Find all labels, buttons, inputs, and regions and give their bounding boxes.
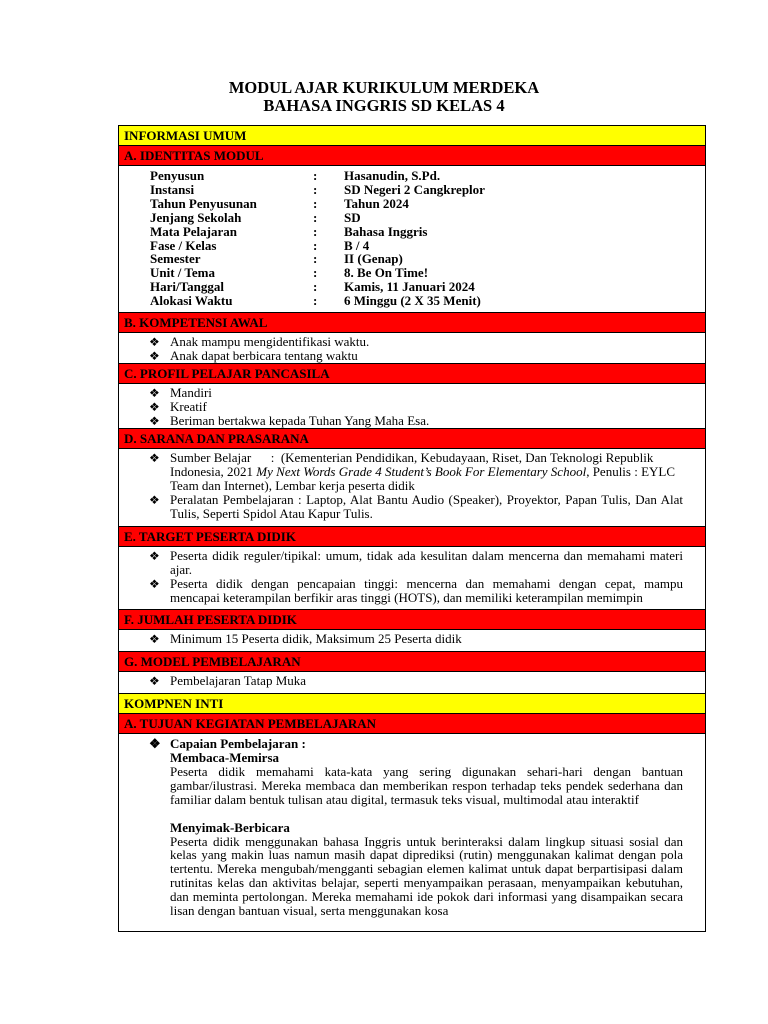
identitas-colon: : <box>313 195 318 211</box>
identitas-value: SD Negeri 2 Cangkreplor <box>344 181 485 197</box>
sarana-list <box>119 449 705 524</box>
list-item: ❖ Pembelajaran Tatap Muka <box>149 673 307 689</box>
section-header-target-peserta: E. TARGET PESERTA DIDIK <box>119 527 705 547</box>
kompetensi-list <box>119 333 705 366</box>
bullet-icon: ❖ <box>149 400 160 415</box>
identitas-value: II (Genap) <box>344 251 403 267</box>
section-header-profil-pelajar: C. PROFIL PELAJAR PANCASILA <box>119 364 705 384</box>
section-header-kompetensi-awal: B. KOMPETENSI AWAL <box>119 313 705 333</box>
target-list <box>119 547 705 608</box>
identitas-colon: : <box>313 181 318 197</box>
subheading-menyimak-berbicara: Menyimak-Berbicara <box>170 819 290 835</box>
identitas-value: Tahun 2024 <box>344 195 409 211</box>
subheading-membaca-memirsa: Membaca-Memirsa <box>170 749 280 765</box>
identitas-key: Unit / Tema <box>150 265 216 281</box>
identitas-row <box>150 280 485 294</box>
identitas-row <box>150 266 485 280</box>
list-item: ❖ Beriman bertakwa kepada Tuhan Yang Maha Esa. <box>149 413 430 429</box>
identitas-row <box>150 252 485 266</box>
identitas-key: Fase / Kelas <box>150 237 217 253</box>
bullet-icon: ❖ <box>149 577 160 592</box>
kompetensi-awal-content <box>119 333 705 364</box>
bullet-icon: ❖ <box>149 632 160 647</box>
identitas-colon: : <box>313 168 318 183</box>
identitas-value: SD <box>344 209 361 225</box>
identitas-row <box>150 211 485 225</box>
identitas-value: Bahasa Inggris <box>344 223 428 239</box>
identitas-value: 8. Be On Time! <box>344 265 429 281</box>
section-header-identitas-modul: A. IDENTITAS MODUL <box>119 146 705 166</box>
identitas-colon: : <box>313 265 318 281</box>
section-header-komponen-inti: KOMPNEN INTI <box>119 694 705 714</box>
target-peserta-content <box>119 547 705 610</box>
identitas-value: Hasanudin, S.Pd. <box>344 168 441 183</box>
bullet-icon: ❖ <box>149 451 160 466</box>
identitas-key: Tahun Penyusunan <box>150 195 257 211</box>
model-pembelajaran-content <box>119 672 705 694</box>
identitas-key: Hari/Tanggal <box>150 279 224 295</box>
identitas-colon: : <box>313 237 318 253</box>
identitas-value: 6 Minggu (2 X 35 Menit) <box>344 293 481 309</box>
list-item: ❖ Peserta didik dengan pencapaian tinggi: mencerna dan memahami dengan cepat, mampu mencapai keterampilan berfikir aras tinggi (HOTS), dan memiliki keterampilan memimpin <box>149 576 683 606</box>
document-title-line-2: BAHASA INGGRIS SD KELAS 4 <box>263 96 505 115</box>
bullet-icon: ❖ <box>149 335 160 350</box>
section-header-jumlah-peserta: F. JUMLAH PESERTA DIDIK <box>119 610 705 630</box>
identitas-row <box>150 225 485 239</box>
bullet-icon: ❖ <box>149 736 161 752</box>
identitas-value: B / 4 <box>344 237 370 253</box>
list-item: ❖ Sumber Belajar : (Kementerian Pendidikan, Kebudayaan, Riset, Dan Teknologi Republik Indonesia, 2021 My Next Words Grade 4 Student’s Book For Elementary School, Penulis : EYLC Team dan Internet), Lembar kerja peserta didik <box>149 450 679 494</box>
section-header-informasi-umum: INFORMASI UMUM <box>119 126 705 146</box>
section-header-model-pembelajaran: G. MODEL PEMBELAJARAN <box>119 652 705 672</box>
bullet-icon: ❖ <box>149 493 160 508</box>
tujuan-kegiatan-content <box>119 734 705 932</box>
sarana-prasarana-content <box>119 449 705 527</box>
jumlah-peserta-content <box>119 630 705 652</box>
profil-pelajar-content <box>119 384 705 429</box>
identitas-row <box>150 197 485 211</box>
identitas-row <box>150 183 485 197</box>
profil-list <box>119 384 705 431</box>
bullet-icon: ❖ <box>149 414 160 429</box>
identitas-row <box>150 294 485 308</box>
identitas-row <box>150 239 485 253</box>
identitas-colon: : <box>313 251 318 267</box>
list-item: ❖ Peserta didik reguler/tipikal: umum, tidak ada kesulitan dalam mencerna dan memahami materi ajar. <box>149 548 683 578</box>
identitas-colon: : <box>313 293 318 309</box>
identitas-key: Jenjang Sekolah <box>150 209 242 225</box>
identitas-colon: : <box>313 223 318 239</box>
identitas-key: Penyusun <box>150 168 205 183</box>
identitas-modul-content <box>119 166 705 313</box>
identitas-colon: : <box>313 279 318 295</box>
identitas-value: Kamis, 11 Januari 2024 <box>344 279 475 295</box>
module-table <box>118 125 706 932</box>
bullet-icon: ❖ <box>149 386 160 401</box>
section-header-tujuan-kegiatan: A. TUJUAN KEGIATAN PEMBELAJARAN <box>119 714 705 734</box>
list-item: ❖ Minimum 15 Peserta didik, Maksimum 25 Peserta didik <box>149 631 462 647</box>
paragraph-menyimak-berbicara: Peserta didik menggunakan bahasa Inggris untuk berinteraksi dalam lingkup situasi sosial dan kelas yang makin luas namun masih dapat diprediksi (rutin) menggunakan kalimat dengan pola tertentu. Mereka mengubah/mengganti sebagian elemen kalimat untuk dapat berpartisipasi dalam rutinitas kelas dan aktivitas belajar, seperti menyampaikan perasaan, menyampaikan kebutuhan, dan meminta pertolongan. Mereka memahami ide pokok dari informasi yang disampaikan secara lisan dengan bantuan visual, serta menggunakan kosa <box>170 833 683 919</box>
list-item: ❖ Mandiri <box>149 385 212 401</box>
identitas-colon: : <box>313 209 318 225</box>
bullet-icon: ❖ <box>149 549 160 564</box>
model-list <box>119 672 705 691</box>
identitas-key: Mata Pelajaran <box>150 223 238 239</box>
identitas-key: Instansi <box>150 181 195 197</box>
identitas-key: Alokasi Waktu <box>150 293 233 309</box>
capaian-heading: ❖ Capaian Pembelajaran : <box>149 736 306 752</box>
section-header-sarana-prasarana: D. SARANA DAN PRASARANA <box>119 429 705 449</box>
list-item: ❖ Peralatan Pembelajaran : Laptop, Alat Bantu Audio (Speaker), Proyektor, Papan Tulis, Dan Alat Tulis, Seperti Spidol Atau Kapur Tulis. <box>149 492 683 522</box>
document-title-line-1: MODUL AJAR KURIKULUM MERDEKA <box>228 78 540 97</box>
identitas-table <box>150 169 485 308</box>
jumlah-list <box>119 630 705 649</box>
identitas-key: Semester <box>150 251 201 267</box>
bullet-icon: ❖ <box>149 349 160 364</box>
list-item: ❖ Anak dapat berbicara tentang waktu <box>149 348 358 364</box>
list-item: ❖ Kreatif <box>149 399 207 415</box>
identitas-row <box>150 169 485 183</box>
list-item: ❖ Anak mampu mengidentifikasi waktu. <box>149 334 370 350</box>
bullet-icon: ❖ <box>149 674 160 689</box>
paragraph-membaca-memirsa: Peserta didik memahami kata-kata yang sering digunakan sehari-hari dengan bantuan gambar/ilustrasi. Mereka membaca dan memberikan respon terhadap teks pendek sederhana dan familiar dalam bentuk tulisan atau digital, termasuk teks visual, multimodal atau interaktif <box>170 763 683 807</box>
